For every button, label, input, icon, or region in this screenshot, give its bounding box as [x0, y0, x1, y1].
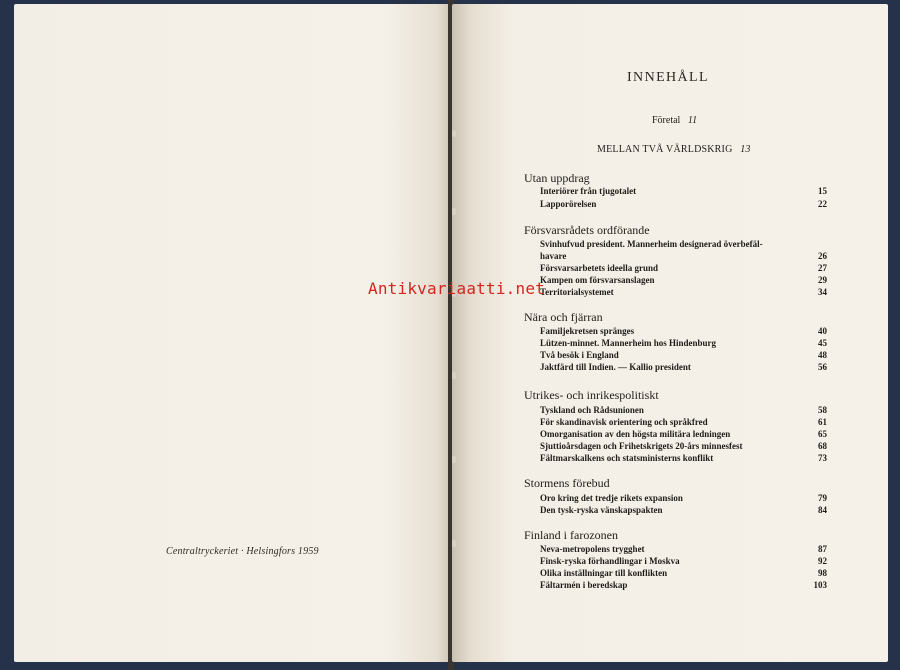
toc-entry-title: Jaktfärd till Indien. — Kallio president — [540, 362, 691, 372]
toc-entry — [540, 493, 827, 505]
toc-entry — [540, 251, 827, 263]
toc-entry-title: Två besök i England — [540, 350, 619, 360]
toc-section-heading: Utan uppdrag — [524, 171, 590, 185]
toc-entry — [540, 429, 827, 441]
toc-entry-title: Sjuttioårsdagen och Frihetskrigets 20-års minnesfest — [540, 441, 743, 451]
toc-entry-title: Oro kring det tredje rikets expansion — [540, 493, 683, 503]
toc-entry — [540, 338, 827, 350]
toc-entry-title: Familjekretsen spränges — [540, 326, 635, 336]
toc-entry-title: Neva-metropolens trygghet — [540, 544, 645, 554]
toc-entry-page: 27 — [818, 263, 827, 273]
toc-entry-page: 22 — [818, 199, 827, 209]
binding-stitch — [452, 372, 456, 379]
binding-stitch — [452, 456, 456, 463]
toc-entry-title: Interiörer från tjugotalet — [540, 186, 637, 196]
toc-entry-page: 79 — [818, 493, 827, 503]
toc-entry-title: Tyskland och Rådsunionen — [540, 405, 644, 415]
toc-entry-page: 103 — [813, 580, 827, 590]
binding-stitch — [452, 208, 456, 215]
toc-entry-page: 45 — [818, 338, 827, 348]
toc-entry — [540, 568, 827, 580]
toc-entry-page: 15 — [818, 186, 827, 196]
toc-entry-title: Lapporörelsen — [540, 199, 597, 209]
toc-part-heading — [597, 144, 751, 155]
toc-section-heading: Försvarsrådets ordförande — [524, 223, 650, 237]
toc-entry-title: Fältmarskalkens och statsministerns konflikt — [540, 453, 714, 463]
toc-entry-title: Fältarmén i beredskap — [540, 580, 628, 590]
foretal-label: Företal — [652, 115, 681, 126]
toc-entry — [540, 405, 827, 417]
toc-entry-title: Territorialsystemet — [540, 287, 614, 297]
toc-entry — [540, 275, 827, 287]
toc-entry-title: Försvarsarbetets ideella grund — [540, 263, 658, 273]
toc-entry-page: 56 — [818, 362, 827, 372]
toc-entry-title: Den tysk-ryska vänskapspakten — [540, 505, 663, 515]
toc-entry-page: 68 — [818, 441, 827, 451]
part-label: MELLAN TVÅ VÄRLDSKRIG — [597, 144, 733, 155]
toc-entry — [540, 544, 827, 556]
toc-entry — [540, 556, 827, 568]
toc-entry — [540, 199, 827, 211]
toc-entry — [540, 441, 827, 453]
toc-entry-title: Omorganisation av den högsta militära ledningen — [540, 429, 731, 439]
toc-entry-title: Lützen-minnet. Mannerheim hos Hindenburg — [540, 338, 717, 348]
toc-section-heading: Nära och fjärran — [524, 310, 603, 324]
toc-entry — [540, 326, 827, 338]
watermark-text: Antikvariaatti.net — [368, 279, 545, 298]
binding-stitch — [452, 540, 456, 547]
toc-entry-title: Kampen om försvarsanslagen — [540, 275, 655, 285]
toc-section-heading: Finland i farozonen — [524, 528, 618, 542]
toc-entry-page: 58 — [818, 405, 827, 415]
toc-entry-page: 40 — [818, 326, 827, 336]
toc-entry-page: 48 — [818, 350, 827, 360]
toc-entry — [540, 417, 827, 429]
toc-entry-page: 26 — [818, 251, 827, 261]
foretal-page: 11 — [687, 115, 698, 126]
toc-entry-title: Finsk-ryska förhandlingar i Moskva — [540, 556, 680, 566]
toc-entry-page: 92 — [818, 556, 827, 566]
toc-entry-title: havare — [540, 251, 567, 261]
toc-title: INNEHÅLL — [627, 70, 709, 85]
toc-entry-page: 98 — [818, 568, 827, 578]
left-page — [14, 4, 450, 662]
toc-entry — [540, 263, 827, 275]
toc-entry-title: För skandinavisk orientering och språkfred — [540, 417, 708, 427]
binding-stitch — [452, 130, 456, 137]
toc-foretal — [652, 115, 697, 126]
toc-entry — [540, 287, 827, 299]
toc-entry-page: 29 — [818, 275, 827, 285]
part-page: 13 — [740, 144, 751, 155]
toc-entry-title: Olika inställningar till konflikten — [540, 568, 668, 578]
toc-entry — [540, 362, 827, 374]
toc-entry-page: 34 — [818, 287, 827, 297]
toc-entry — [540, 239, 827, 251]
toc-entry-title: Svinhufvud president. Mannerheim designerad överbefäl- — [540, 239, 763, 249]
toc-entry — [540, 505, 827, 517]
toc-section-heading: Utrikes- och inrikespolitiskt — [524, 388, 659, 402]
toc-entry — [540, 186, 827, 198]
toc-entry-page: 84 — [818, 505, 827, 515]
toc-entry — [540, 453, 827, 465]
toc-entry-page: 73 — [818, 453, 827, 463]
toc-entry-page: 61 — [818, 417, 827, 427]
toc-section-heading: Stormens förebud — [524, 476, 610, 490]
toc-entry-page: 65 — [818, 429, 827, 439]
toc-entry — [540, 350, 827, 362]
toc-entry — [540, 580, 827, 592]
printer-imprint: Centraltryckeriet · Helsingfors 1959 — [166, 546, 319, 557]
toc-entry-page: 87 — [818, 544, 827, 554]
